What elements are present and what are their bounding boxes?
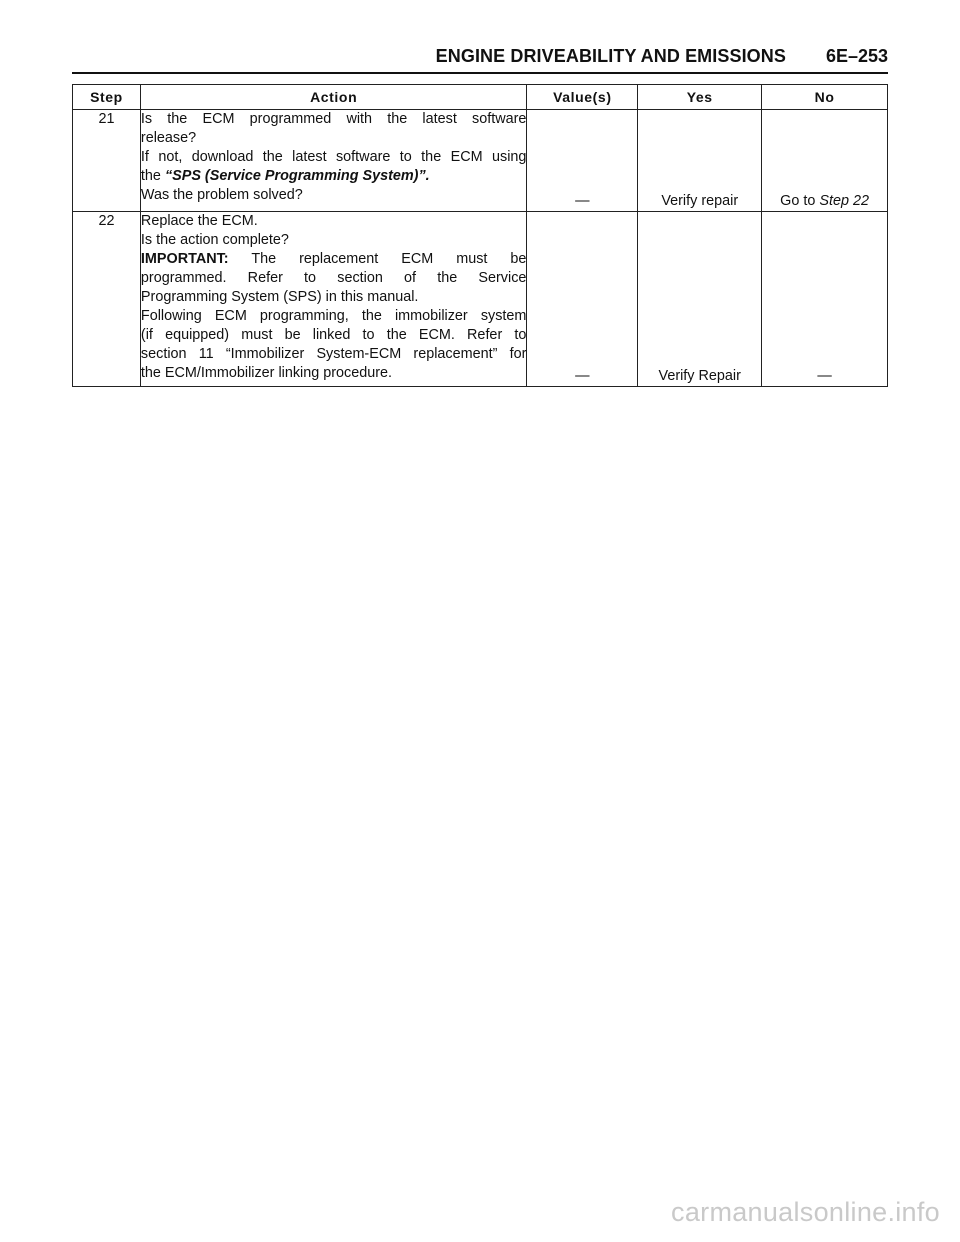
column-header-values: Value(s) (527, 85, 638, 110)
column-header-step: Step (73, 85, 141, 110)
action-text: Replace the ECM. (140, 213, 258, 229)
yes-cell: Verify repair (638, 110, 762, 212)
column-header-action: Action (140, 85, 526, 110)
action-text: the ECM/Immobilizer linking procedure. (140, 365, 393, 381)
step-reference: Step 22 (819, 193, 869, 209)
no-cell: — (762, 212, 888, 387)
diagnostic-table (72, 84, 888, 387)
table-row (73, 110, 888, 212)
important-label: IMPORTANT: (140, 251, 229, 267)
step-number: 22 (73, 212, 141, 387)
table-header-row (73, 85, 888, 110)
action-cell (140, 110, 526, 212)
column-header-yes: Yes (638, 85, 762, 110)
value-cell: — (527, 212, 638, 387)
action-text: Following ECM programming, the immobilizer system (140, 308, 527, 324)
sps-reference: “SPS (Service Programming System)”. (164, 168, 430, 184)
no-text-prefix: Go to (780, 193, 820, 209)
action-text-prefix: the (140, 168, 165, 184)
action-cell (140, 212, 526, 387)
value-cell: — (527, 110, 638, 212)
column-header-no: No (762, 85, 888, 110)
action-question: Was the problem solved? (140, 187, 303, 203)
action-text: section 11 “Immobilizer System-ECM replacement” for (140, 346, 527, 362)
step-number: 21 (73, 110, 141, 212)
page-title: ENGINE DRIVEABILITY AND EMISSIONS (435, 46, 786, 66)
page-header (72, 42, 888, 74)
watermark: carmanualsonline.info (671, 1197, 940, 1227)
action-text (141, 250, 526, 269)
action-text: Is the ECM programmed with the latest software (140, 111, 527, 127)
action-question: Is the action complete? (140, 232, 289, 248)
important-text: The replacement ECM must be (228, 251, 527, 267)
action-text: If not, download the latest software to the ECM using (140, 149, 527, 165)
table-row (73, 212, 888, 387)
action-text: Programming System (SPS) in this manual. (140, 289, 419, 305)
action-text: programmed. Refer to section of the Service (140, 270, 527, 286)
no-cell (762, 110, 888, 212)
yes-cell: Verify Repair (638, 212, 762, 387)
action-text (141, 167, 526, 186)
action-text: release? (140, 130, 197, 146)
action-text: (if equipped) must be linked to the ECM. Refer to (140, 327, 527, 343)
page-number: 6E–253 (825, 46, 888, 66)
